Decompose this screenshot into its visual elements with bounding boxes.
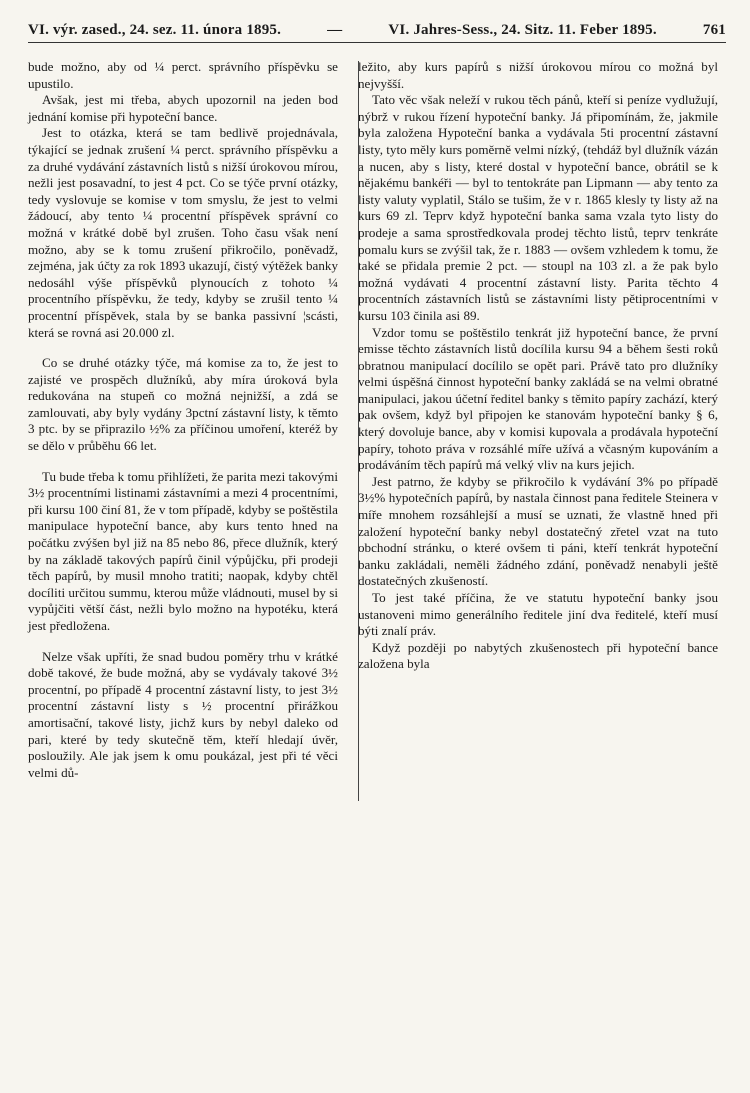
column-rule — [358, 61, 359, 801]
paragraph: Nelze však upříti, že snad budou poměry trhu v krátké době takové, že bude možná, aby se vydávaly takové 3½ procentní, po případě 4 procentní zástavní listy, to jest 3½ procentní zástavní listy s ½ procentní přirážkou amortisační, takové listy, jichž kurs by nebyl daleko od pari, které by tedy skutečně těm, kteří hledají úvěr, posloužily. Ale jak jsem k omu poukázal, jest při té věci velmi dů- — [28, 648, 338, 780]
paragraph: To jest také příčina, že ve statutu hypoteční banky jsou ustanoveni mimo generálního ředitele jiní dva ředitelé, kteří musí býti znalí práv. — [358, 590, 718, 639]
paragraph: Tu bude třeba k tomu přihlížeti, že parita mezi takovými 3½ procentními listinami zástavními a mezi 4 procentními, při kursu 100 činí 81, že v tom případě, kdyby se poštěstila manipulace hypoteční bance, aby kurs tento hned na počátku zvýšen byl již na 85 nebo 86, přece dlužník, který by na základě takových papírů činil výpůjčku, při prodeji těch papírů, by musil mnoho tratiti; naopak, kdyby chtěl docíliti určitou summu, kterou může vládnouti, musel by si vypůjčiti větší část, nežli bylo možno na hypotéku, která jest předložena. — [28, 468, 338, 633]
running-header — [28, 22, 726, 43]
paragraph: Když později po nabytých zkušenostech při hypoteční bance založena byla — [358, 639, 718, 672]
page-number: 761 — [702, 22, 726, 38]
text-columns — [28, 59, 726, 781]
paragraph: Vzdor tomu se poštěstilo tenkrát již hypoteční bance, že první emisse těchto zástavních listů docílila kursu 94 a během šesti roků obratnou manipulací docílilo se opět pari. Právě tato pro dlužníky velmi úspěšná činnost hypoteční banky zakládá se na velmi obratné manipulaci, jakou účetní ředitel banky s těmito papíry zachází, který pak ovšem, když byl připojen ke stanovám hypoteční banky § 6, který dovoluje bance, aby v komisi kupovala a prodávala hypoteční papíry, tohoto práva v rozsáhlé míře užívá a včasným kupováním a prodáváním těch papírů má velký vliv na kurs jejich. — [358, 324, 718, 473]
paragraph: ležito, aby kurs papírů s nižší úrokovou mírou co možná byl nejvyšší. — [358, 59, 718, 91]
paragraph: Avšak, jest mi třeba, abych upozornil na jeden bod jednání komise při hypoteční bance. — [28, 92, 338, 124]
header-separator: — — [327, 22, 343, 38]
header-german: VI. Jahres-Sess., 24. Sitz. 11. Feber 1895. — [388, 22, 657, 38]
left-column — [28, 59, 346, 781]
header-czech: VI. výr. zased., 24. sez. 11. února 1895. — [28, 22, 282, 38]
right-column — [346, 59, 718, 781]
paragraph: Jest to otázka, která se tam bedlivě projednávala, týkající se jednak zrušení ¼ perct. správního příspěvku a za druhé vydávání zástavních listů s nižší úrokovou mírou, nežli jest posavadní, to jest 4 pct. Co se týče první otázky, tedy vyslovuje se komise v tom smyslu, že jest to velmi žádoucí, aby tento ¼ procentní příspěvek správní co možná v krátké době byl zrušen. Toho času však není možno, aby se k tomu zrušení přikročilo, poněvadž, zejména, jak účty za rok 1893 ukazují, čistý výtěžek banky nedosáhl výše příspěvků plynoucích z tohoto ¼ procentního příspěvku, že tedy, kdyby se zrušil tento ¼ procentní příspěvek, stala by se banka passivní ¦scásti, která se rovná asi 20.000 zl. — [28, 125, 338, 340]
paragraph: Tato věc však neleží v rukou těch pánů, kteří si peníze vydlužují, nýbrž v rukou řízení hypoteční banky. Já připomínám, že, jakmile byla založena Hypoteční banka a vydávala 5ti procentní zástavní listy, tyto měly kurs poměrně velmi nízký, (tehdáž byl dlužník vázán a nucen, aby s listy, které dostal v hypoteční bance, obrátil se k nějakému bankéři — byl to tentokráte pan Lipmann — aby tento za listy valuty vyplatil, Stálo se tušim, že v r. 1865 klesly ty listy až na kurs 69 zl. Teprv když hypoteční banka sama vzala tyto listy do prodeje a sama sprostředkovala prodej těchto listů, teprv tenkráte pomalu kurs se zvýšil tak, že r. 1883 — ovšem vzhledem k tomu, že také se přidala premie 2 pct. — stoupl na 103 zl. a že pak bylo možná vydávati 4 procentní zástavní listy. Parita těchto 4 procentních zástavních listů se zástavními listy pětiprocentními v kursu 103 činila asi 89. — [358, 92, 718, 323]
paragraph: Jest patrno, že kdyby se přikročilo k vydávání 3% po případě 3½% hypotečních papírů, by nastala činnost pana ředitele Steinera v míře mnohem rozsáhlejší a musí se uznati, že vlastně hned při založení hypoteční banky nebyl dostatečný zřetel vzat na tuto obchodní stránku, o které ovšem ti páni, kteří tenkrát hypoteční banku zakládali, neměli žádného zdání, poněvadž nenabyli ještě dostatečných zkušeností. — [358, 473, 718, 589]
paragraph: Co se druhé otázky týče, má komise za to, že jest to zajisté ve prospěch dlužníků, aby míra úroková byla redukována na stupeň co možná nejnižší, a zdá se zamlouvati, aby byly vydány 3pctní zástavní listy, k těmto 3 ptc. by se připrazilo ½% za příčinou umoření, kteréž by se dělo v průběhu 66 let. — [28, 355, 338, 454]
paragraph: bude možno, aby od ¼ perct. správního příspěvku se upustilo. — [28, 59, 338, 91]
